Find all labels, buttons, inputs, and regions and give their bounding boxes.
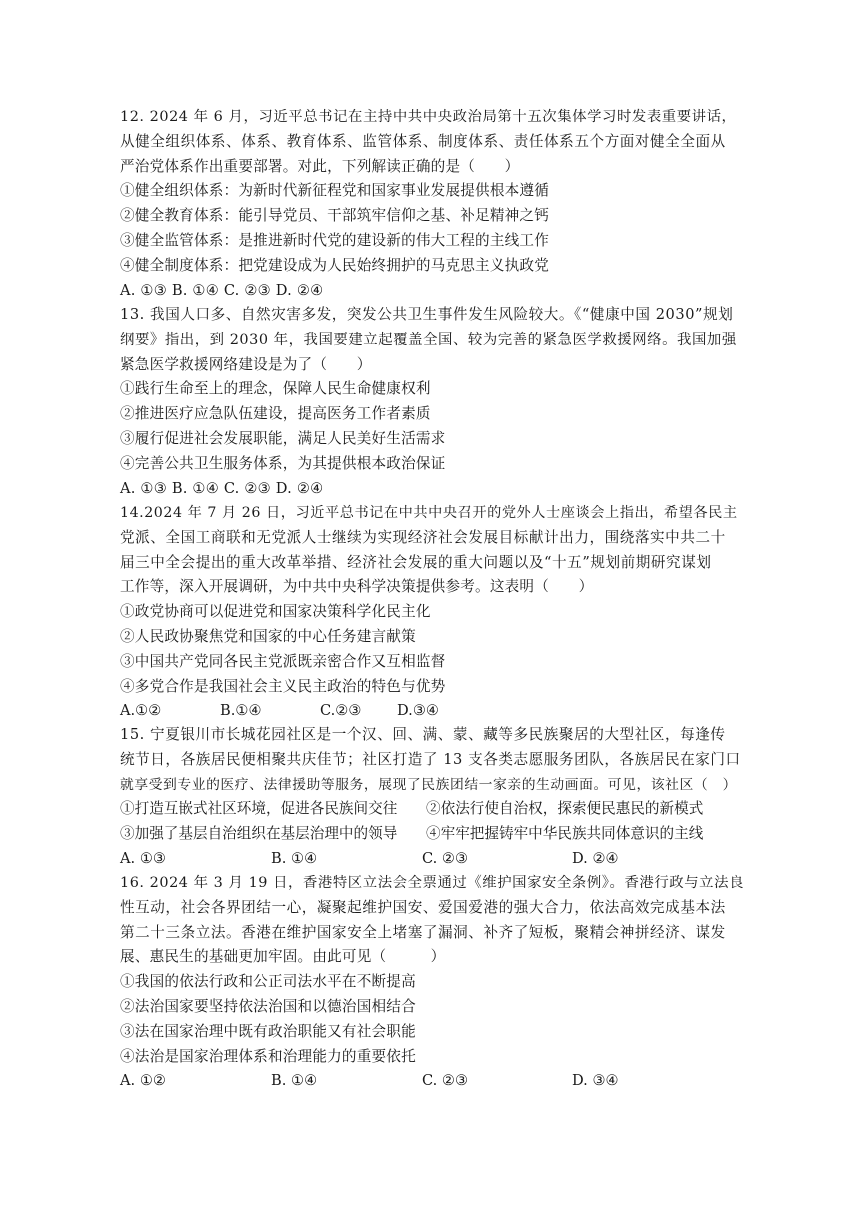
statement-1: ①政党协商可以促进党和国家决策科学化民主化 — [120, 603, 431, 621]
stem-line: 就享受到专业的医疗、法律援助等服务，展现了民族团结一家亲的生动画面。可见，该社区（ ） — [120, 776, 737, 793]
stem-line: 严治党体系作出重要部署。对此，下列解读正确的是（ ） — [120, 157, 520, 175]
question-13 — [120, 303, 740, 501]
statement-3: ③加强了基层自治组织在基层治理中的领导 — [120, 825, 398, 843]
option-d: D. ②④ — [572, 849, 619, 867]
answer-options: A. ①③ B. ①④ C. ②③ D. ②④ — [120, 479, 324, 497]
option-c: C. ②③ — [422, 1072, 469, 1090]
stem-line: 12. 2024 年 6 月，习近平总书记在主持中共中央政治局第十五次集体学习时发表重要讲话， — [120, 109, 737, 125]
statement-4: ④健全制度体系：把党建设成为人民始终拥护的马克思主义执政党 — [120, 256, 550, 274]
statement-3: ③健全监管体系：是推进新时代党的建设新的伟大工程的主线工作 — [120, 231, 550, 249]
statement-3: ③履行促进社会发展职能，满足人民美好生活需求 — [120, 429, 446, 447]
option-b: B. ①④ — [271, 1072, 318, 1090]
question-12-stem — [120, 105, 740, 179]
statement-1: ①践行生命至上的理念，保障人民生命健康权利 — [120, 380, 431, 398]
option-a: A. ①② — [120, 1072, 166, 1090]
statement-4: ④多党合作是我国社会主义民主政治的特色与优势 — [120, 677, 446, 695]
option-d: D. ③④ — [572, 1072, 619, 1090]
stem-line: 14.2024 年 7 月 26 日，习近平总书记在中共中央召开的党外人士座谈会上指出，希望各民主 — [120, 505, 738, 521]
option-a: A. ①③ — [120, 849, 166, 867]
answer-options: A. ①③ B. ①④ C. ②③ D. ②④ — [120, 281, 324, 299]
question-15 — [120, 723, 740, 872]
stem-line: 16. 2024 年 3 月 19 日，香港特区立法会全票通过《维护国家安全条例》。香港行政与立法良 — [120, 875, 745, 891]
option-b: B.①④ — [220, 702, 262, 720]
question-12 — [120, 105, 740, 303]
statement-3: ③法在国家治理中既有政治职能又有社会职能 — [120, 1022, 416, 1040]
stem-line: 从健全组织体系、体系、教育体系、监管体系、制度体系、责任体系五个方面对健全全面从 — [120, 132, 726, 150]
answer-options — [120, 1069, 740, 1094]
stem-line: 15. 宁夏银川市长城花园社区是一个汉、回、满、蒙、藏等多民族聚居的大型社区，每逢传 — [120, 726, 726, 743]
statement-4: ④牢牢把握铸牢中华民族共同体意识的主线 — [426, 825, 704, 843]
statement-2: ②依法行使自治权，探索便民惠民的新模式 — [426, 800, 704, 818]
statement-row — [120, 822, 740, 847]
option-a: A.①② — [120, 702, 162, 720]
statement-2: ②法治国家要坚持依法治国和以德治国相结合 — [120, 997, 416, 1015]
statement-2: ②健全教育体系：能引导党员、干部筑牢信仰之基、补足精神之钙 — [120, 207, 550, 225]
statement-row — [120, 797, 740, 822]
option-b: B. ①④ — [271, 849, 318, 867]
stem-line: 第二十三条立法。香港在维护国家安全上堵塞了漏洞、补齐了短板，聚精会神拼经济、谋发 — [120, 923, 726, 941]
stem-line: 届三中全会提出的重大改革举措、经济社会发展的重大问题以及“十五”规划前期研究谋划 — [120, 553, 712, 571]
statement-1: ①我国的依法行政和公正司法水平在不断提高 — [120, 973, 416, 991]
statement-4: ④完善公共卫生服务体系，为其提供根本政治保证 — [120, 454, 446, 472]
option-c: C.②③ — [320, 702, 362, 720]
stem-line: 党派、全国工商联和无党派人士继续为实现经济社会发展目标献计出力，围绕落实中共二十 — [120, 528, 726, 546]
statement-1: ①健全组织体系：为新时代新征程党和国家事业发展提供根本遵循 — [120, 182, 550, 200]
answer-options — [120, 699, 740, 724]
question-16 — [120, 871, 745, 1094]
stem-line: 工作等，深入开展调研，为中共中央科学决策提供参考。这表明（ ） — [120, 578, 594, 596]
statement-1: ①打造互嵌式社区环境，促进各民族间交往 — [120, 800, 398, 818]
statement-3: ③中国共产党同各民主党派既亲密合作又互相监督 — [120, 652, 446, 670]
option-c: C. ②③ — [422, 849, 469, 867]
stem-line: 紧急医学救援网络建设是为了（ ） — [120, 355, 372, 373]
question-13-stem — [120, 303, 740, 377]
stem-line: 统节日，各族居民便相聚共庆佳节；社区打造了 13 支各类志愿服务团队，各族居民在家门口 — [120, 750, 741, 768]
question-14 — [120, 501, 740, 724]
option-d: D.③④ — [397, 702, 439, 720]
stem-line: 13. 我国人口多、自然灾害多发，突发公共卫生事件发生风险较大。《“健康中国 2030”规划 — [120, 306, 734, 323]
statement-2: ②人民政协聚焦党和国家的中心任务建言献策 — [120, 627, 416, 645]
stem-line: 纲要》指出，到 2030 年，我国要建立起覆盖全国、较为完善的紧急医学救援网络。我国加强 — [120, 331, 737, 348]
question-14-stem — [120, 501, 740, 600]
statement-2: ②推进医疗应急队伍建设，提高医务工作者素质 — [120, 405, 431, 423]
stem-line: 展、惠民生的基础更加牢固。由此可见（ ） — [120, 948, 446, 966]
question-16-stem — [120, 871, 745, 970]
stem-line: 性互动，社会各界团结一心，凝聚起维护国安、爱国爱港的强大合力，依法高效完成基本法 — [120, 898, 726, 916]
answer-options — [120, 847, 740, 872]
statement-4: ④法治是国家治理体系和治理能力的重要依托 — [120, 1047, 416, 1065]
question-15-stem — [120, 723, 740, 797]
